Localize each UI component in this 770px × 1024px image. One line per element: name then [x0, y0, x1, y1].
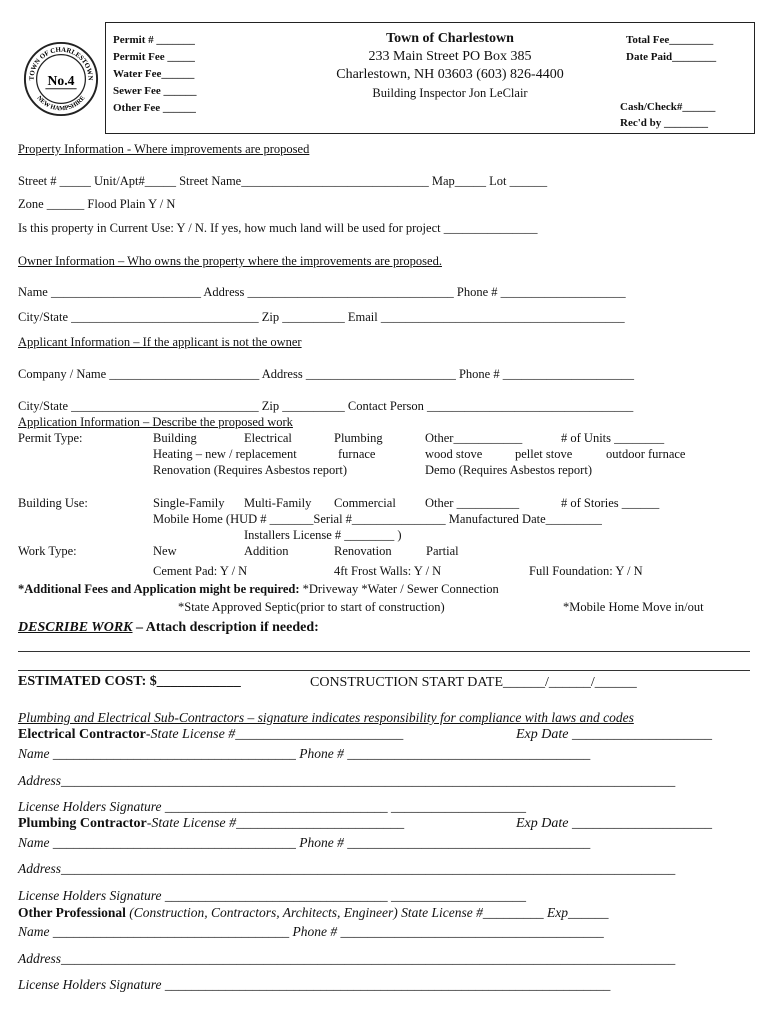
property-heading: Property Information - Where improvements are proposed — [18, 142, 310, 156]
plumbing-signature[interactable]: License Holders Signature _________________________________ ____________________ — [18, 888, 526, 903]
electrical-contractor-label: Electrical Contractor — [18, 727, 146, 742]
frost-walls[interactable]: 4ft Frost Walls: Y / N — [334, 564, 442, 578]
septic-note: *State Approved Septic(prior to start of construction) — [178, 600, 445, 614]
applicant-company-line[interactable]: Company / Name ________________________ Address ________________________ Phone # _____________________ — [18, 367, 634, 381]
permit-type-outdoor-furnace[interactable]: outdoor furnace — [606, 447, 686, 461]
estimated-cost-blank[interactable]: ____________ — [156, 674, 241, 689]
permit-type-building[interactable]: Building — [153, 431, 197, 445]
use-multi-family[interactable]: Multi-Family — [244, 496, 312, 510]
describe-line-1[interactable] — [18, 651, 750, 652]
additional-fees-options: *Driveway *Water / Sewer Connection — [299, 582, 499, 596]
permit-fee-field[interactable]: Permit Fee _____ — [113, 51, 195, 63]
plumbing-address[interactable]: Address___________________________________________________________________________________________ — [18, 861, 676, 876]
permit-number-field[interactable]: Permit # _______ — [113, 34, 195, 46]
current-use-line[interactable]: Is this property in Current Use: Y / N. If yes, how much land will be used for project _______________ — [18, 221, 538, 235]
plumbing-contractor-label: Plumbing Contractor — [18, 816, 147, 831]
describe-line-2[interactable] — [18, 670, 750, 671]
permit-type-other[interactable]: Other___________ — [425, 431, 523, 445]
svg-text:No.4: No.4 — [47, 72, 75, 88]
electrical-exp-date[interactable]: Exp Date ____________________ — [516, 727, 712, 742]
work-addition[interactable]: Addition — [244, 544, 289, 558]
applicant-heading: Applicant Information – If the applicant is not the owner — [18, 335, 302, 349]
sewer-fee-field[interactable]: Sewer Fee ______ — [113, 85, 197, 97]
plumbing-name-phone[interactable]: Name ____________________________________ Phone # ____________________________________ — [18, 835, 591, 850]
work-type-label: Work Type: — [18, 544, 77, 558]
town-info — [290, 30, 610, 102]
estimated-cost-label: ESTIMATED COST: $ — [18, 674, 157, 689]
other-professional-line[interactable] — [18, 905, 608, 921]
building-inspector: Building Inspector Jon LeClair — [372, 86, 528, 100]
application-heading: Application Information – Describe the proposed work — [18, 415, 293, 429]
plumbing-license-field[interactable]: -State License #________________________ — [146, 816, 405, 831]
town-address: 233 Main Street PO Box 385 — [368, 49, 532, 64]
plumbing-exp-date[interactable]: Exp Date ____________________ — [516, 816, 712, 831]
permit-type-label: Permit Type: — [18, 431, 83, 445]
describe-work-title: DESCRIBE WORK — [18, 620, 133, 635]
other-professional-label: Other Professional — [18, 905, 126, 920]
work-partial[interactable]: Partial — [426, 544, 459, 558]
mobile-home-line[interactable]: Mobile Home (HUD # _______Serial #_______________ Manufactured Date_________ — [153, 512, 602, 526]
payment-info — [626, 32, 716, 66]
owner-name-line[interactable]: Name ________________________ Address _________________________________ Phone # ____________________ — [18, 285, 626, 299]
installers-license-line[interactable]: Installers License # ________ ) — [244, 528, 402, 542]
other-fee-field[interactable]: Other Fee ______ — [113, 102, 196, 114]
permit-type-heating[interactable]: Heating – new / replacement — [153, 447, 297, 461]
number-of-stories[interactable]: # of Stories ______ — [561, 496, 660, 510]
cement-pad[interactable]: Cement Pad: Y / N — [153, 564, 248, 578]
construction-start-date[interactable]: CONSTRUCTION START DATE______/______/______ — [310, 675, 637, 690]
other-name-phone[interactable]: Name ___________________________________ Phone # _______________________________________ — [18, 924, 604, 939]
plumbing-contractor-line[interactable] — [18, 816, 404, 832]
use-commercial[interactable]: Commercial — [334, 496, 396, 510]
property-street-line[interactable]: Street # _____ Unit/Apt#_____ Street Name______________________________ Map_____ Lot ______ — [18, 174, 548, 188]
permit-type-pellet-stove[interactable]: pellet stove — [515, 447, 573, 461]
fee-list — [113, 32, 197, 117]
subcontractors-heading: Plumbing and Electrical Sub-Contractors – signature indicates responsibility for compliance with laws and codes — [18, 710, 634, 725]
electrical-license-field[interactable]: -State License #________________________ — [145, 727, 404, 742]
received-by-field[interactable]: Rec'd by ________ — [620, 117, 708, 129]
cash-check-field[interactable]: Cash/Check#______ — [620, 101, 716, 113]
date-paid-field[interactable]: Date Paid________ — [626, 51, 717, 63]
permit-type-electrical[interactable]: Electrical — [244, 431, 292, 445]
town-city-phone: Charlestown, NH 03603 (603) 826-4400 — [336, 67, 564, 82]
svg-text:TOWN OF CHARLESTOWN: TOWN OF CHARLESTOWN — [28, 46, 94, 81]
property-zone-line[interactable]: Zone ______ Flood Plain Y / N — [18, 197, 176, 211]
permit-type-furnace[interactable]: furnace — [338, 447, 376, 461]
use-single-family[interactable]: Single-Family — [153, 496, 225, 510]
building-use-label: Building Use: — [18, 496, 88, 510]
water-fee-field[interactable]: Water Fee______ — [113, 68, 195, 80]
describe-work-heading — [18, 620, 319, 636]
electrical-signature[interactable]: License Holders Signature _________________________________ ____________________ — [18, 799, 526, 814]
additional-fees-bold: *Additional Fees and Application might be required: — [18, 582, 300, 596]
applicant-city-line[interactable]: City/State ______________________________ Zip __________ Contact Person _________________________________ — [18, 399, 634, 413]
owner-city-line[interactable]: City/State ______________________________ Zip __________ Email _______________________________________ — [18, 310, 625, 324]
permit-type-demo[interactable]: Demo (Requires Asbestos report) — [425, 463, 592, 477]
owner-heading: Owner Information – Who owns the property where the improvements are proposed. — [18, 254, 442, 268]
work-renovation[interactable]: Renovation — [334, 544, 392, 558]
permit-type-plumbing[interactable]: Plumbing — [334, 431, 383, 445]
electrical-name-phone[interactable]: Name ____________________________________ Phone # ____________________________________ — [18, 746, 591, 761]
estimated-cost[interactable] — [18, 674, 241, 690]
permit-type-wood-stove[interactable]: wood stove — [425, 447, 483, 461]
electrical-address[interactable]: Address___________________________________________________________________________________________ — [18, 773, 676, 788]
town-seal — [22, 40, 100, 118]
permit-type-renovation[interactable]: Renovation (Requires Asbestos report) — [153, 463, 348, 477]
describe-work-subtitle: – Attach description if needed: — [132, 620, 319, 635]
use-other[interactable]: Other __________ — [425, 496, 520, 510]
other-professional-license[interactable]: (Construction, Contractors, Architects, Engineer) State License #_________ Exp______ — [125, 905, 609, 920]
full-foundation[interactable]: Full Foundation: Y / N — [529, 564, 643, 578]
receipt-info — [620, 99, 715, 131]
work-new[interactable]: New — [153, 544, 177, 558]
additional-fees-line — [18, 582, 499, 597]
electrical-contractor-line[interactable] — [18, 727, 403, 743]
mobile-move-note: *Mobile Home Move in/out — [563, 600, 704, 614]
number-of-units[interactable]: # of Units ________ — [561, 431, 665, 445]
svg-text:NEW HAMPSHIRE: NEW HAMPSHIRE — [35, 94, 87, 113]
total-fee-field[interactable]: Total Fee________ — [626, 34, 714, 46]
other-signature[interactable]: License Holders Signature __________________________________________________________________ — [18, 977, 611, 992]
other-address[interactable]: Address___________________________________________________________________________________________ — [18, 951, 676, 966]
town-name: Town of Charlestown — [386, 31, 514, 46]
